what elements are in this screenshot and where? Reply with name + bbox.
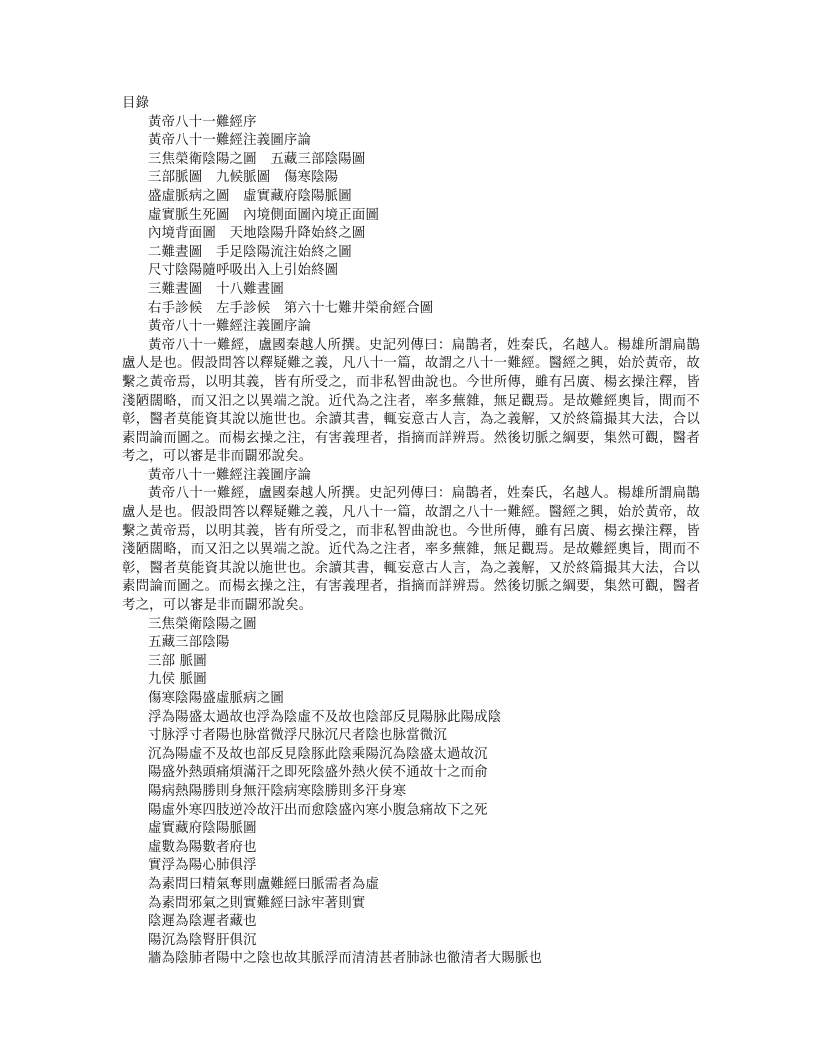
toc-item: 三焦榮衛陰陽之圖 五藏三部陰陽圖 bbox=[148, 151, 366, 167]
figure-text: 實浮為陽心肺俱浮 bbox=[148, 858, 257, 874]
toc-item: 黃帝八十一難經注義圖序論 bbox=[148, 133, 312, 149]
toc-item: 虛實脈生死圖 內境側面圖內境正面圖 bbox=[148, 207, 380, 223]
figure-caption: 虛實藏府陰陽脈圖 bbox=[148, 821, 257, 837]
figure-text: 陽盛外熱頭痛煩滿汗之即死陰盛外熱火侯不通故十之而俞 bbox=[148, 765, 488, 781]
preface-paragraph: 黃帝八十一難經，盧國秦越人所撰。史記列傳曰：扁鵲者，姓秦氏，名越人。楊雄所謂扁鵲盧人是也。假設問答以釋疑難之義，凡八十一篇，故謂之八十一難經。醫經之興，始於黃帝，故繫之黃帝焉，以明其義，皆有所受之，而非私智曲說也。今世所傳，雖有呂廣、楊玄操注釋，皆淺陋闊略，而又汨之以異端之說。近代為之注者，率多蕪雜，無足觀焉。是故難經奧旨，間而不彰，醫者莫能資其說以施世也。余讀其書，輒妄意古人言，為之義解，又於終篇撮其大法，合以素問論而圖之。而楊玄操之注，有害義理者，指摘而詳辨焉。然後切脈之綱要，集然可觀，醫者考之，可以審是非而闢邪說矣。 bbox=[122, 337, 700, 465]
toc-item: 二難晝圖 手足陰陽流注始終之圖 bbox=[148, 244, 352, 260]
figure-caption: 五藏三部陰陽 bbox=[148, 635, 230, 651]
figure-text: 陰遲為陰遲者藏也 bbox=[148, 914, 257, 930]
toc-heading: 目錄 bbox=[122, 96, 150, 111]
figure-caption: 傷寒陰陽盛虛脈病之圖 bbox=[148, 691, 284, 706]
figure-text: 為素問曰精氣奪則盧難經曰脈需者為虛 bbox=[148, 876, 380, 892]
toc-item: 內境背面圖 天地陰陽升降始終之圖 bbox=[148, 226, 366, 242]
section-title: 黃帝八十一難經注義圖序論 bbox=[148, 467, 312, 483]
toc-item: 右手診候 左手診候 第六十七難井榮俞經合圖 bbox=[148, 300, 434, 316]
toc-item: 黃帝八十一難經序 bbox=[148, 114, 257, 130]
figure-text: 陽虛外寒四肢逆冷故汗出而愈陰盛內寒小腹急痛故下之死 bbox=[148, 802, 488, 818]
toc-item: 尺寸陰陽隨呼吸出入上引始終圖 bbox=[148, 263, 339, 279]
section-title: 黃帝八十一難經注義圖序論 bbox=[148, 319, 312, 335]
toc-item: 三難晝圖 十八難晝圖 bbox=[148, 281, 284, 297]
figure-text: 寸脉浮寸者陽也脉當微浮尺脉沉尺者陰也脉當微沉 bbox=[148, 728, 447, 744]
figure-text: 虛數為陽數者府也 bbox=[148, 839, 257, 855]
document-page bbox=[122, 95, 702, 969]
figure-caption: 三部 脈圖 bbox=[148, 653, 207, 669]
figure-caption: 三焦榮衛陰陽之圖 bbox=[148, 616, 257, 632]
toc-item: 盛虛脈病之圖 虛實藏府陰陽脈圖 bbox=[148, 188, 352, 204]
toc-item: 三部脈圖 九候脈圖 傷寒陰陽 bbox=[148, 170, 339, 186]
figure-text: 為素問邪氣之則實難經曰詠牢著則實 bbox=[148, 895, 366, 911]
figure-text: 浮為陽盛太過故也浮為陰虛不及故也陰部反見陽脉此陽成陰 bbox=[148, 709, 502, 725]
figure-text: 陽沉為陰腎肝俱沉 bbox=[148, 932, 257, 948]
figure-caption: 九侯 脈圖 bbox=[148, 672, 207, 688]
preface-paragraph: 黃帝八十一難經，盧國秦越人所撰。史記列傳曰：扁鵲者，姓秦氏，名越人。楊雄所謂扁鵲盧人是也。假設問答以釋疑難之義，凡八十一篇，故謂之八十一難經。醫經之興，始於黃帝，故繫之黃帝焉，以明其義，皆有所受之，而非私智曲說也。今世所傳，雖有呂廣、楊玄操注釋，皆淺陋闊略，而又汨之以異端之說。近代為之注者，率多蕪雜，無足觀焉。是故難經奧旨，間而不彰，醫者莫能資其說以施世也。余讀其書，輒妄意古人言，為之義解，又於終篇撮其大法，合以素問論而圖之。而楊玄操之注，有害義理者，指摘而詳辨焉。然後切脈之綱要，集然可觀，醫者考之，可以審是非而闢邪說矣。 bbox=[122, 486, 700, 614]
figure-text: 牆為陰肺者陽中之陰也故其脈浮而清清甚者肺詠也徹清者大賜脈也 bbox=[148, 951, 543, 967]
figure-text: 陽病熱陽勝則身無汗陰病寒陰勝則多汗身寒 bbox=[148, 783, 407, 799]
figure-text: 沉為陽虛不及故也部反見陰豚此陰乘陽沉為陰盛太過故沉 bbox=[148, 746, 488, 762]
